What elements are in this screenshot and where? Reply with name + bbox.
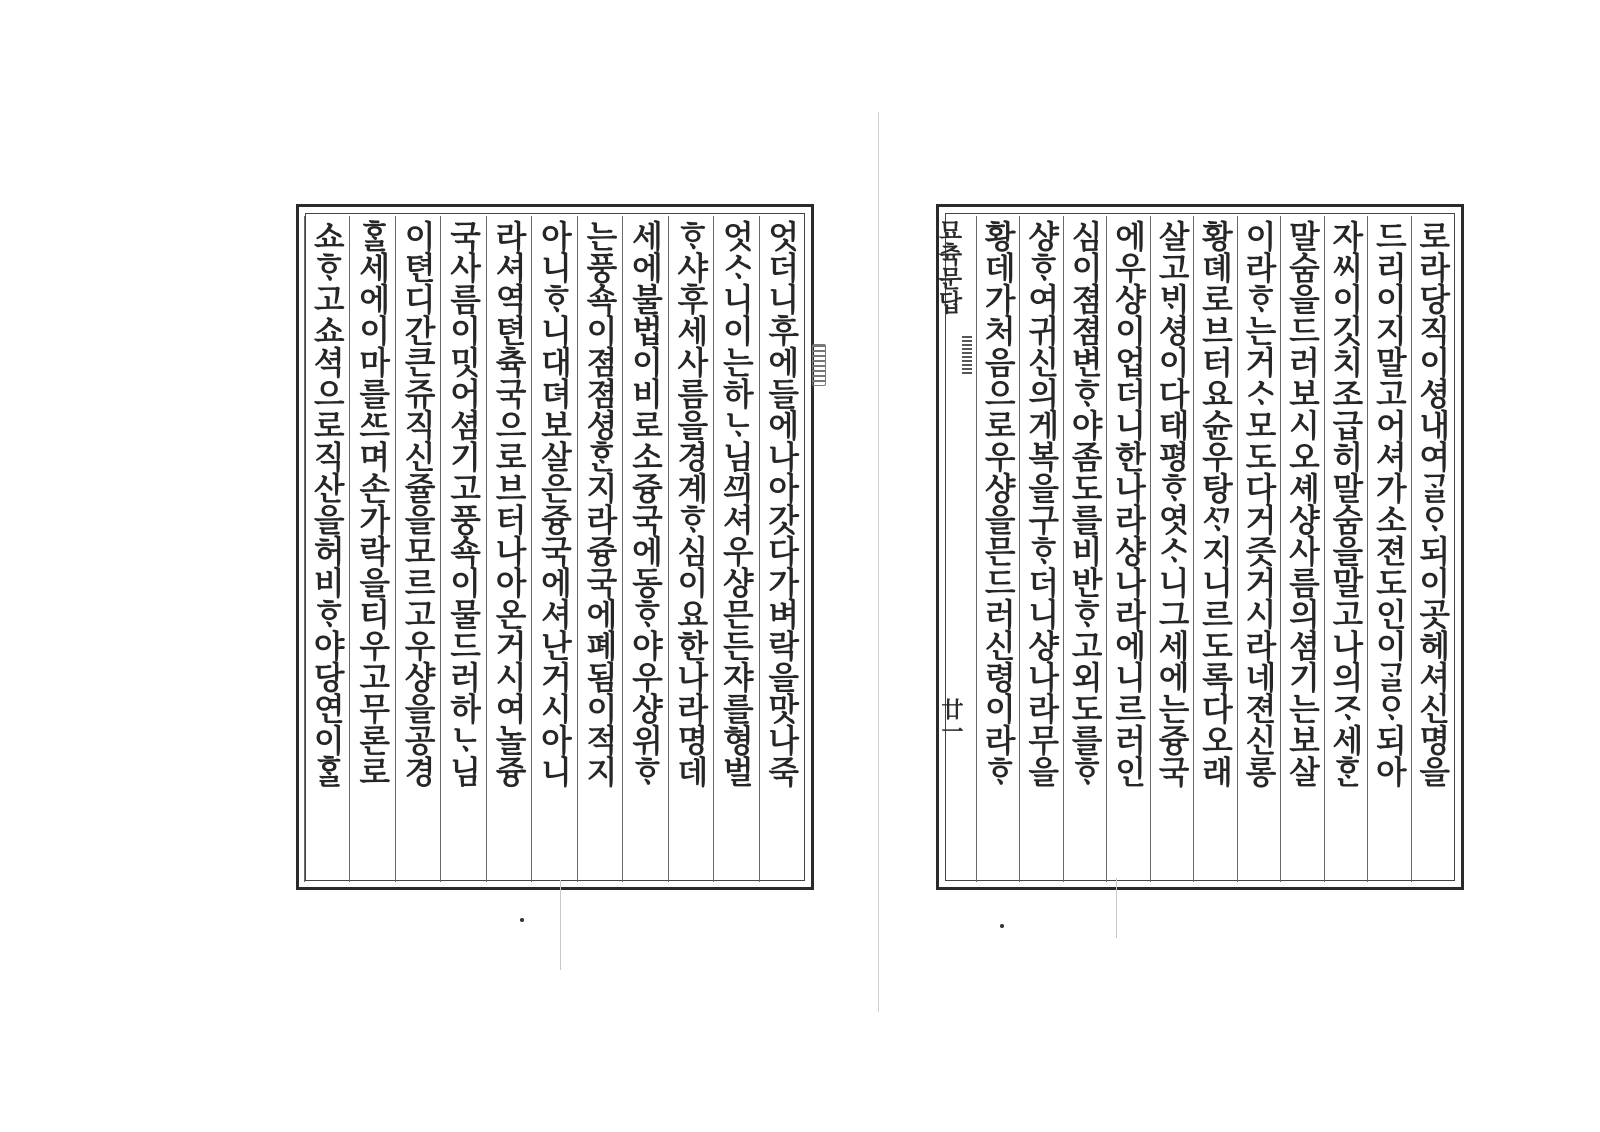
right-page — [936, 204, 1464, 890]
column-rule — [304, 216, 305, 882]
column-rule — [622, 216, 623, 882]
column-rule — [713, 216, 714, 882]
column-rule — [349, 216, 350, 882]
column-rule — [1150, 216, 1151, 882]
text-column: 황데가처음으로우샹을믄드러신령이라ᄒᆞ — [979, 220, 1016, 787]
scan-fold-line — [560, 880, 561, 970]
margin-title: 묘츅문답 — [934, 218, 962, 314]
column-rule — [1324, 216, 1325, 882]
book-gutter — [878, 112, 879, 1012]
column-rule — [440, 216, 441, 882]
scan-fold-line — [1116, 878, 1117, 938]
column-rule — [486, 216, 487, 882]
column-rule — [976, 216, 977, 882]
column-rule — [577, 216, 578, 882]
text-column: 세에불법이비로소즁국에동ᄒᆞ야우샹위ᄒᆞ — [626, 220, 663, 787]
column-rule — [1019, 216, 1020, 882]
text-column: 이텬디간큰쥬직신쥴을모르고우샹을공경 — [399, 220, 436, 787]
column-rule — [1063, 216, 1064, 882]
column-rule — [1411, 216, 1412, 882]
text-column: ᄒᆞ샤후세사름을경계ᄒᆞ심이요한나라명데 — [672, 220, 709, 787]
text-column: 샹ᄒᆞ여귀신의게복을구ᄒᆞ더니샹나라무을 — [1023, 220, 1060, 787]
text-column: 이라ᄒᆞ는거ᄉᆞ모도다거즛거시라네젼신롱 — [1240, 220, 1277, 787]
column-rule — [1193, 216, 1194, 882]
text-column: 는풍쇽이졈졈셩ᄒᆞᆫ지라즁국에폐됨이적지 — [581, 220, 618, 787]
column-rule — [1367, 216, 1368, 882]
column-rule — [1106, 216, 1107, 882]
text-column: ᄒᆞᆯ세에이마를ᄯᅳ며손가락을티우고무론로 — [354, 220, 391, 787]
text-column: 살고ᄇᆡ셩이다태평ᄒᆞ엿ᄉᆞ니그세에는즁국 — [1153, 220, 1190, 787]
scan-speck — [520, 918, 524, 922]
text-column: 엇더니후에들에나아갓다가벼락을맛나죽 — [763, 220, 800, 787]
column-rule — [759, 216, 760, 882]
text-column: 에우샹이업더니한나라샹나라에니르러인 — [1110, 220, 1147, 787]
left-page — [296, 204, 814, 890]
column-rule — [531, 216, 532, 882]
scan-speck — [1000, 924, 1004, 928]
text-column: 로라당직이셩내여ᄀᆞᆯᄋᆞ되이곳헤셔신명을 — [1414, 220, 1451, 787]
column-rule — [1280, 216, 1281, 882]
text-column: 국사름이밋어셤기고풍쇽이물드러하ᄂᆞ님 — [445, 220, 482, 787]
text-column: 쇼ᄒᆞ고쇼셕으로직산을허비ᄒᆞ야당연이ᄒᆞᆯ — [308, 220, 345, 787]
text-column: 황뎨로브터요슌우탕ᄭᆞ지니르도록다오래 — [1197, 220, 1233, 787]
text-column: 엇ᄉᆞ니이는하ᄂᆞ님ᄭᅴ셔우샹믄든쟈를형벌 — [717, 220, 754, 787]
text-column: 심이졈졈변ᄒᆞ야좀도를비반ᄒᆞ고외도를ᄒᆞ — [1066, 220, 1103, 787]
text-column: 자씨이깃치조급히말숨을말고나의ᄌᆞ세ᄒᆞᆫ — [1327, 220, 1364, 787]
text-column: 드리이지말고어셔가소젼도인이ᄀᆞᆯᄋᆞ되아 — [1370, 220, 1407, 787]
column-rule — [395, 216, 396, 882]
page-edge-mark — [812, 344, 826, 386]
title-fishtail-mark — [962, 336, 972, 374]
text-column: 라셔역텬츅국으로브터나아온거시여놀즁 — [490, 220, 527, 787]
column-rule — [668, 216, 669, 882]
column-rule — [1237, 216, 1238, 882]
text-column: 아니ᄒᆞ니대뎌보살은즁국에셔난거시아니 — [536, 220, 572, 787]
text-column: 말숨을드러보시오셰샹사름의셤기는보살 — [1283, 220, 1320, 787]
folio-number: 廿一 — [938, 698, 963, 742]
